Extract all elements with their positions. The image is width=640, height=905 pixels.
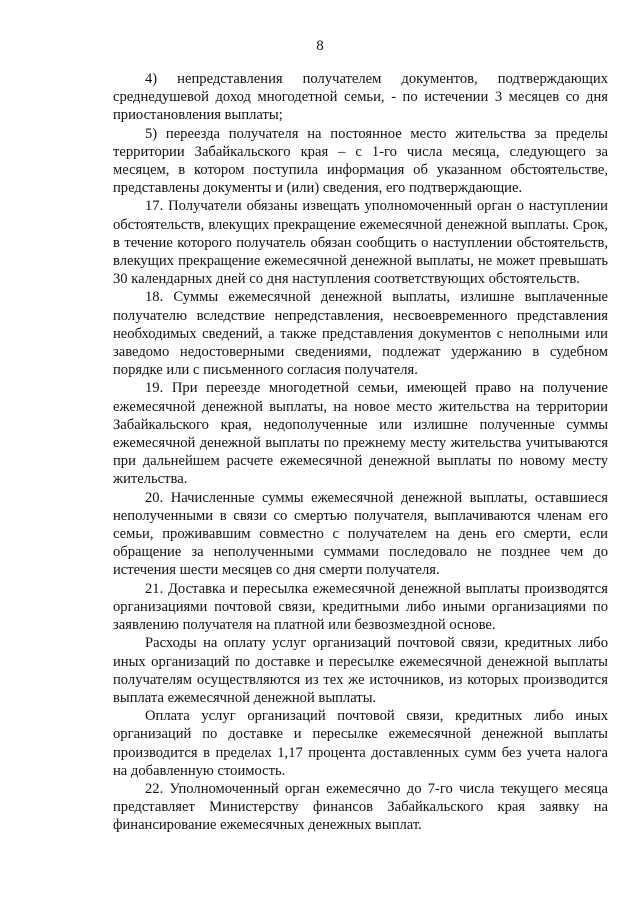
paragraph-18: 18. Суммы ежемесячной денежной выплаты, излишне выплаченные получателю вследствие непредставления, несвоевременного представления необходимых сведений, а также представления документов с неполными или заведомо недостоверными сведениями, подлежат удержанию в судебном порядке или с письменного согласия получателя. bbox=[113, 289, 608, 379]
paragraph-item-5: 5) переезда получателя на постоянное место жительства за пределы территории Забайкальского края – с 1-го числа месяца, следующего за месяцем, в котором поступила информация об указанном обстоятельстве, представлены документы и (или) сведения, его подтверждающие. bbox=[113, 125, 608, 197]
paragraph-21: 21. Доставка и пересылка ежемесячной денежной выплаты производятся организациями почтовой связи, кредитными либо иными организациями по заявлению получателя на платной или безвозмездной основе. bbox=[113, 580, 608, 634]
page-number: 8 bbox=[316, 38, 324, 54]
document-body bbox=[113, 70, 608, 835]
paragraph-21-payment: Оплата услуг организаций почтовой связи, кредитных либо иных организаций по доставке и пересылке ежемесячной денежной выплаты производится в пределах 1,17 процента доставленных сумм без учета налога на добавленную стоимость. bbox=[113, 708, 608, 779]
paragraph-20: 20. Начисленные суммы ежемесячной денежной выплаты, оставшиеся неполученными в связи со смертью получателя, выплачиваются членам его семьи, проживавшим совместно с получателем на день его смерти, если обращение за неполученными суммами последовало не позднее чем до истечения шести месяцев со дня смерти получателя. bbox=[113, 489, 608, 579]
paragraph-22: 22. Уполномоченный орган ежемесячно до 7-го числа текущего месяца представляет Министерству финансов Забайкальского края заявку на финансирование ежемесячных денежных выплат. bbox=[113, 780, 608, 834]
paragraph-17: 17. Получатели обязаны извещать уполномоченный орган о наступлении обстоятельств, влекущих прекращение ежемесячной денежной выплаты. Срок, в течение которого получатель обязан сообщить о наступлении обстоятельств, влекущих прекращение ежемесячной денежной выплаты, не может превышать 30 календарных дней со дня наступления соответствующих обстоятельств. bbox=[113, 198, 608, 288]
paragraph-19: 19. При переезде многодетной семьи, имеющей право на получение ежемесячной денежной выплаты, на новое место жительства на территории Забайкальского края, недополученные или излишне полученные суммы ежемесячной денежной выплаты по прежнему месту жительства учитываются при дальнейшем расчете ежемесячной денежной выплаты по новому месту жительства. bbox=[113, 380, 608, 488]
paragraph-item-4: 4) непредставления получателем документов, подтверждающих среднедушевой доход многодетной семьи, - по истечении 3 месяцев со дня приостановления выплаты; bbox=[113, 71, 608, 124]
paragraph-21-expenses: Расходы на оплату услуг организаций почтовой связи, кредитных либо иных организаций по доставке и пересылке ежемесячной денежной выплаты получателям осуществляются из тех же источников, из которых производится выплата ежемесячной денежной выплаты. bbox=[113, 635, 608, 706]
